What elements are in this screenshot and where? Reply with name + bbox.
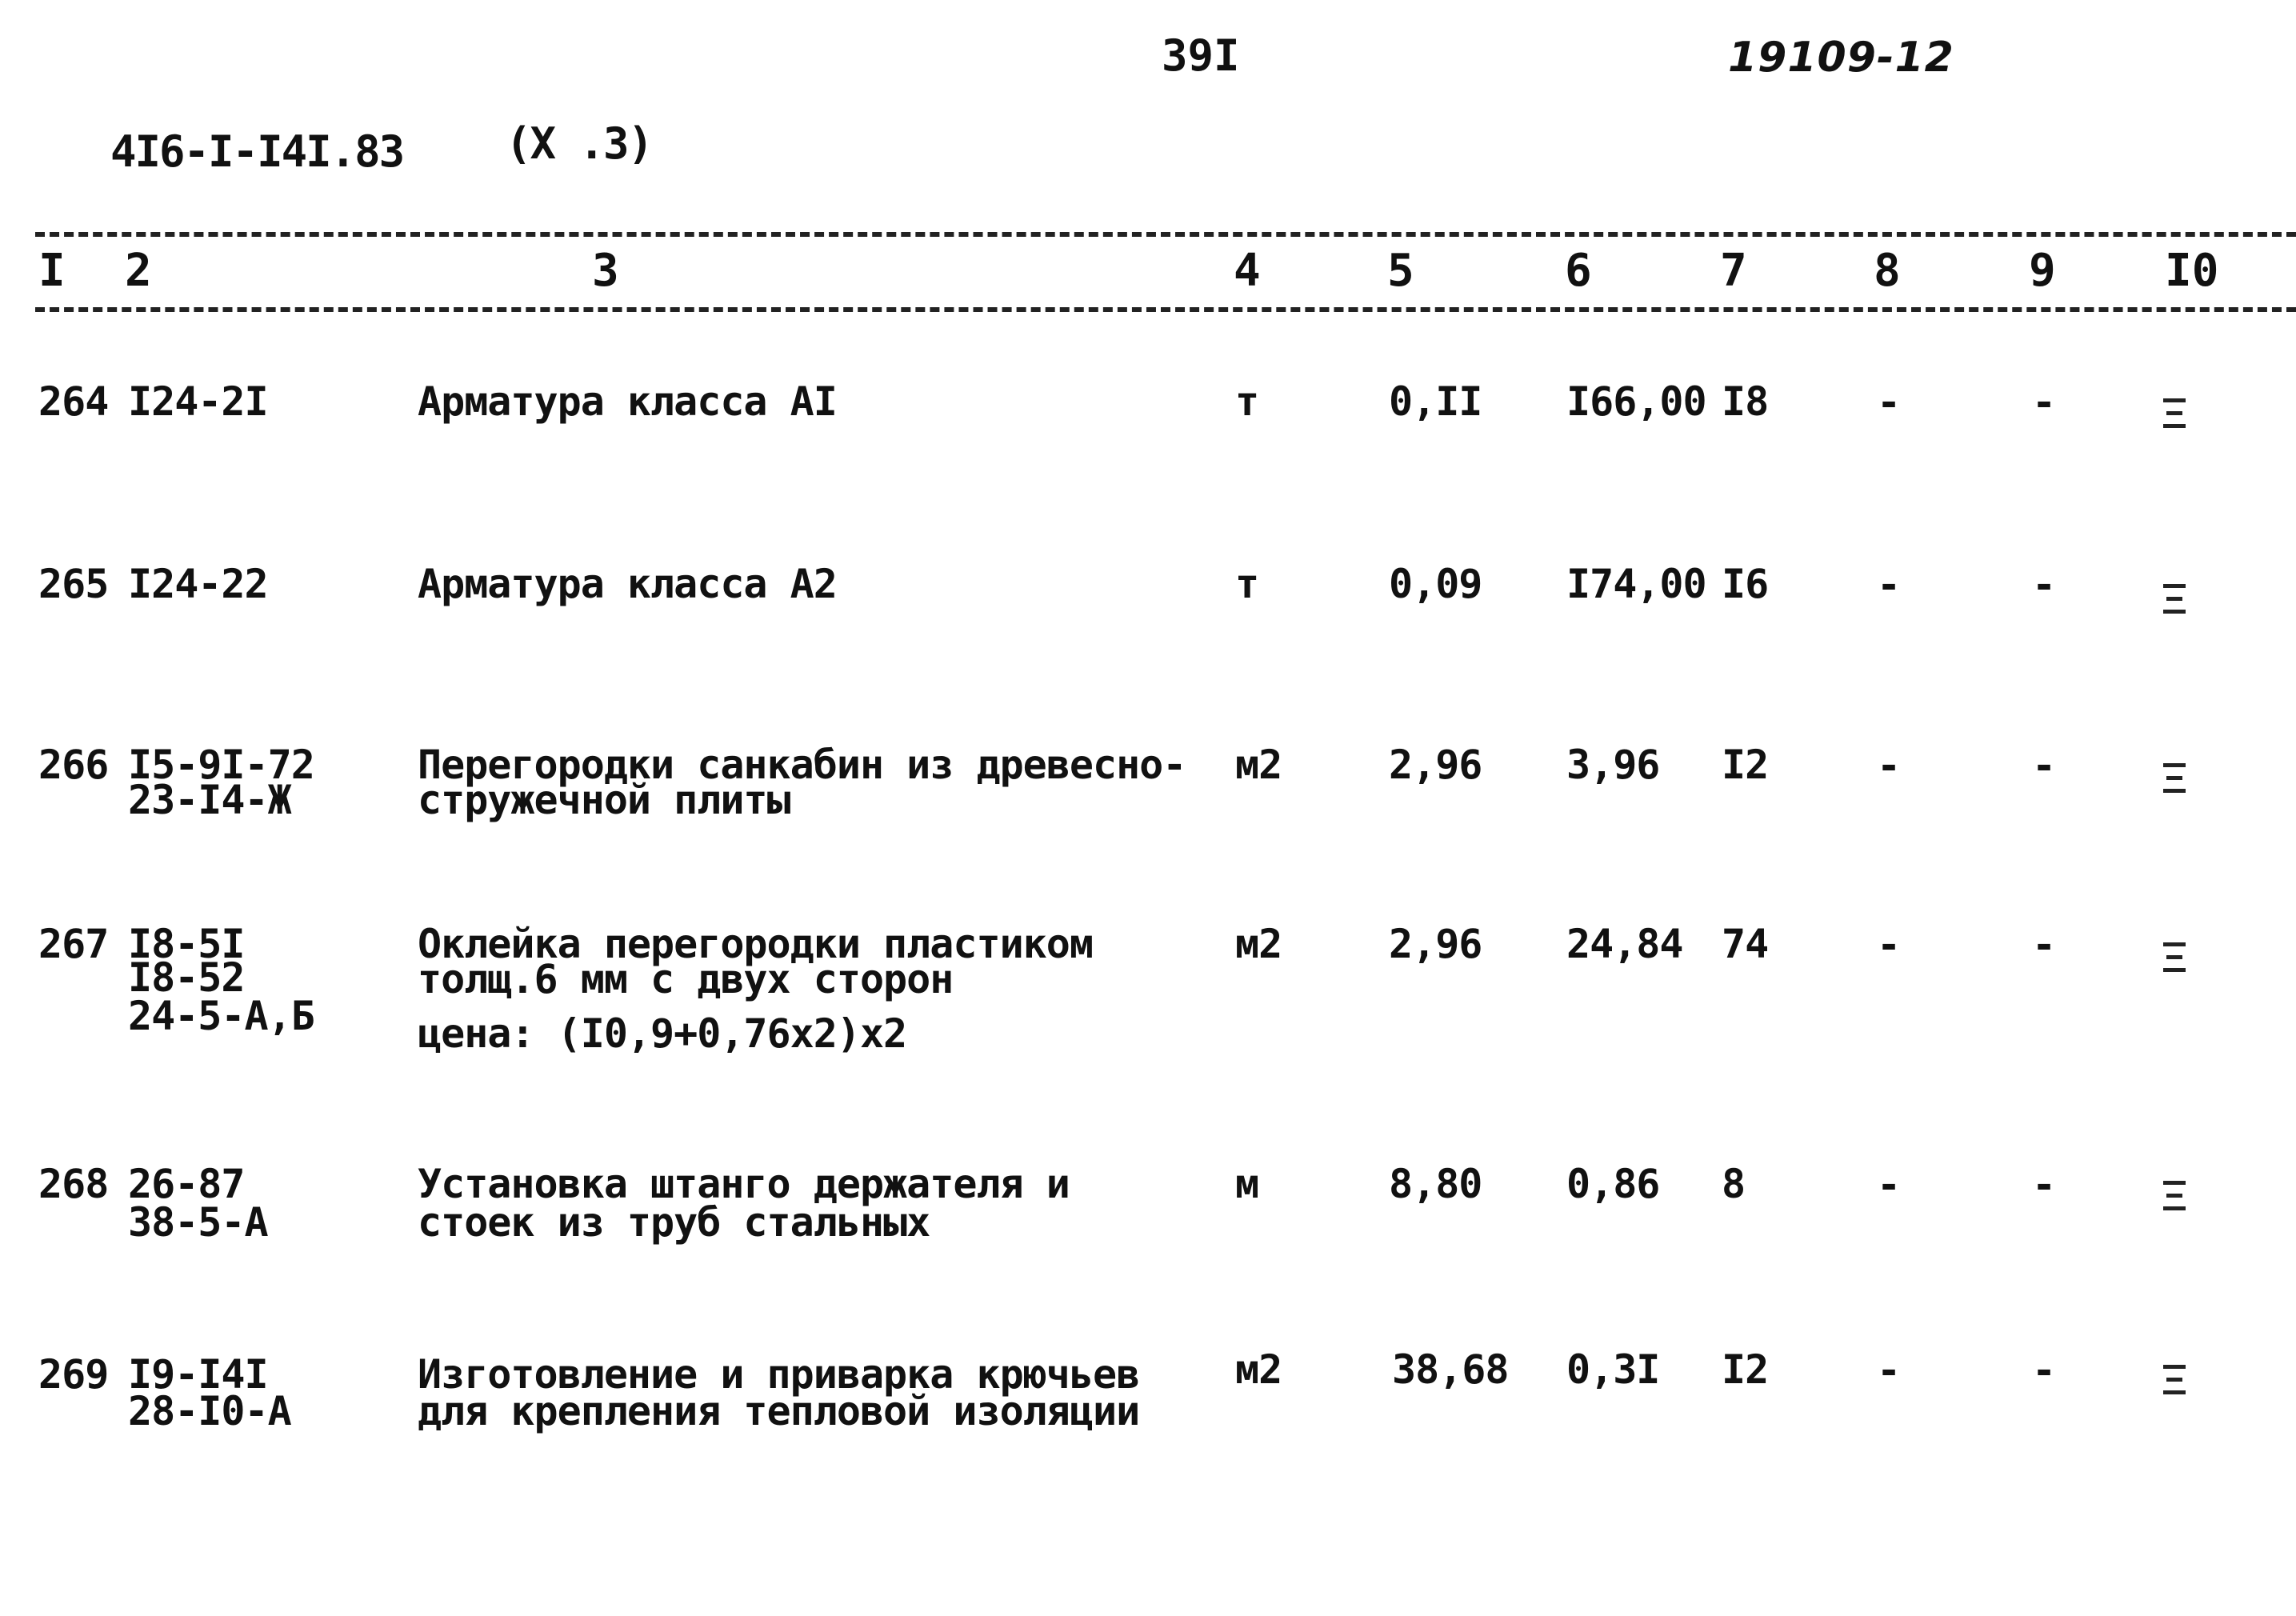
column-7-value: 74: [1722, 921, 1769, 967]
work-description: Арматура класса A2: [418, 561, 837, 607]
column-header: 3: [592, 245, 619, 297]
column-9-dash: -: [2032, 379, 2057, 426]
quantity: 2,96: [1389, 742, 1482, 788]
quantity: 0,II: [1389, 378, 1482, 425]
row-number: 266: [38, 742, 109, 788]
column-header: I: [38, 245, 66, 297]
ditto-mark: [2163, 942, 2186, 981]
unit-price: 0,86: [1566, 1161, 1660, 1207]
work-description: Оклейка перегородки пластиком: [418, 921, 1093, 967]
price-note: цена: (I0,9+0,76x2)x2: [418, 1010, 907, 1057]
work-description: толщ.6 мм с двух сторон: [418, 956, 954, 1002]
unit: м2: [1235, 921, 1282, 967]
sheet-reference: 19109-12: [1728, 34, 1954, 82]
unit-price: I74,00: [1566, 561, 1706, 607]
norm-code: 28-I0-А: [128, 1388, 291, 1434]
column-header: 8: [1874, 245, 1901, 297]
column-7-value: I8: [1722, 378, 1769, 425]
norm-code: I8-52: [128, 954, 245, 1001]
column-8-dash: -: [1877, 922, 1902, 968]
column-9-dash: -: [2032, 922, 2057, 968]
section-label: (X .3): [506, 118, 653, 169]
unit: т: [1235, 561, 1259, 607]
norm-code: I9-I4I: [128, 1351, 268, 1398]
work-description: для крепления тепловой изоляции: [418, 1388, 1140, 1434]
column-header: I0: [2165, 245, 2219, 297]
column-8-dash: -: [1877, 1347, 1902, 1394]
column-header: 5: [1387, 245, 1414, 297]
column-8-dash: -: [1877, 742, 1902, 789]
column-9-dash: -: [2032, 1162, 2057, 1208]
ditto-mark: [2163, 1365, 2186, 1403]
norm-code: I24-22: [128, 561, 268, 607]
norm-code: I5-9I-72: [128, 742, 314, 788]
norm-code: 26-87: [128, 1161, 245, 1207]
ditto-mark: [2163, 1181, 2186, 1219]
quantity: 8,80: [1389, 1161, 1482, 1207]
unit: м2: [1235, 1346, 1282, 1393]
document-code: 4I6-I-I4I.83: [110, 126, 404, 177]
quantity: 38,68: [1392, 1346, 1509, 1393]
column-8-dash: -: [1877, 379, 1902, 426]
column-9-dash: -: [2032, 562, 2057, 608]
column-9-dash: -: [2032, 1347, 2057, 1394]
unit-price: 0,3I: [1566, 1346, 1660, 1393]
row-number: 269: [38, 1351, 109, 1398]
norm-code: 23-I4-Ж: [128, 777, 291, 823]
unit-price: I66,00: [1566, 378, 1706, 425]
work-description: Арматура класса AI: [418, 378, 837, 425]
column-header: 2: [125, 245, 152, 297]
work-description: стружечной плиты: [418, 777, 790, 823]
row-number: 268: [38, 1161, 109, 1207]
column-9-dash: -: [2032, 742, 2057, 789]
header-top-rule: [35, 232, 2296, 237]
row-number: 265: [38, 561, 109, 607]
row-number: 267: [38, 921, 109, 967]
norm-code: I24-2I: [128, 378, 268, 425]
column-header: 7: [1720, 245, 1747, 297]
page-number: 39I: [1162, 30, 1240, 81]
header-bottom-rule: [35, 307, 2296, 312]
column-7-value: I2: [1722, 742, 1769, 788]
column-7-value: 8: [1722, 1161, 1746, 1207]
quantity: 2,96: [1389, 921, 1482, 967]
unit: м: [1235, 1161, 1259, 1207]
ditto-mark: [2163, 398, 2186, 437]
unit-price: 3,96: [1566, 742, 1660, 788]
column-header: 4: [1234, 245, 1261, 297]
column-header: 9: [2029, 245, 2056, 297]
unit: м2: [1235, 742, 1282, 788]
column-header: 6: [1565, 245, 1592, 297]
unit: т: [1235, 378, 1259, 425]
row-number: 264: [38, 378, 109, 425]
norm-code: 38-5-А: [128, 1199, 268, 1246]
column-8-dash: -: [1877, 1162, 1902, 1208]
unit-price: 24,84: [1566, 921, 1683, 967]
work-description: Изготовление и приварка крючьев: [418, 1351, 1140, 1398]
work-description: Установка штанго держателя и: [418, 1161, 1070, 1207]
work-description: Перегородки санкабин из древесно-: [418, 742, 1186, 788]
norm-code: 24-5-А,Б: [128, 993, 314, 1039]
column-7-value: I2: [1722, 1346, 1769, 1393]
column-7-value: I6: [1722, 561, 1769, 607]
ditto-mark: [2163, 584, 2186, 622]
ditto-mark: [2163, 763, 2186, 802]
norm-code: I8-5I: [128, 921, 245, 967]
quantity: 0,09: [1389, 561, 1482, 607]
column-8-dash: -: [1877, 562, 1902, 608]
work-description: стоек из труб стальных: [418, 1199, 930, 1246]
